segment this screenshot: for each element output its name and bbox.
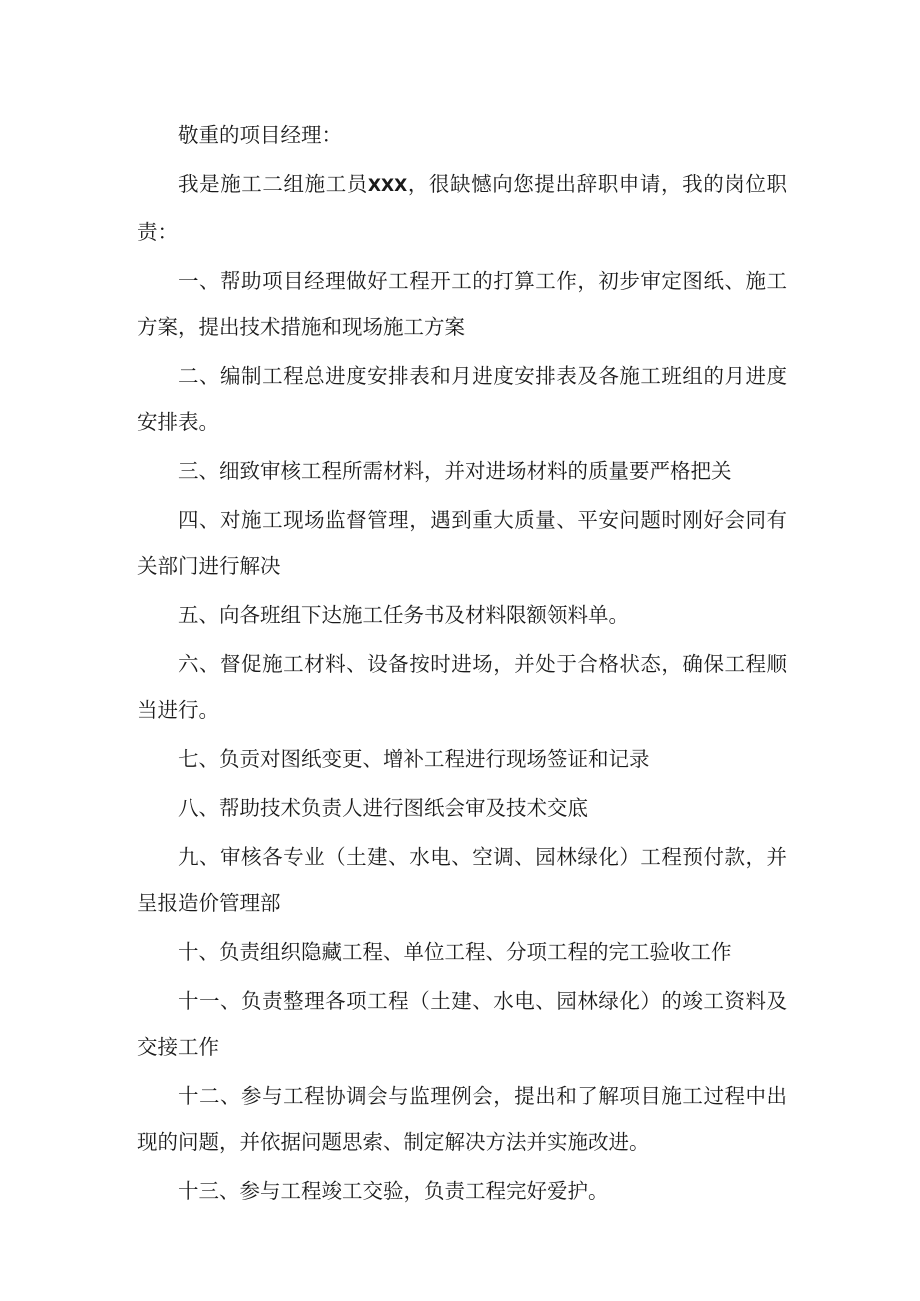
duty-item-2: 二、编制工程总进度安排表和月进度安排表及各施工班组的月进度安排表。 — [137, 364, 787, 434]
duty-item-9: 九、审核各专业（土建、水电、空调、园林绿化）工程预付款，并呈报造价管理部 — [137, 845, 787, 915]
duty-item-6: 六、督促施工材料、设备按时进场，并处于合格状态，确保工程顺当进行。 — [137, 652, 787, 722]
intro-text-before: 我是施工二组施工员 — [178, 172, 368, 196]
duty-item-12: 十二、参与工程协调会与监理例会，提出和了解项目施工过程中出现的问题，并依据问题思索、制定解决方法并实施改进。 — [137, 1084, 787, 1154]
duty-item-1: 一、帮助项目经理做好工程开工的打算工作，初步审定图纸、施工方案，提出技术措施和现场施工方案 — [137, 269, 787, 339]
duty-item-10: 十、负责组织隐藏工程、单位工程、分项工程的完工验收工作 — [178, 940, 732, 964]
duty-item-3: 三、细致审核工程所需材料，并对进场材料的质量要严格把关 — [178, 459, 732, 483]
salutation: 敬重的项目经理： — [178, 123, 342, 147]
duty-item-8: 八、帮助技术负责人进行图纸会审及技术交底 — [178, 796, 588, 820]
intro-text-after: ，很缺憾向您提出辞职申请，我的岗位职责： — [137, 172, 787, 244]
duty-item-13: 十三、参与工程竣工交验，负责工程完好爱护。 — [178, 1179, 609, 1203]
duty-item-7: 七、负贡对图纸变更、增补工程进行现场签证和记录 — [178, 747, 650, 771]
duty-item-5: 五、向各班组下达施工任务书及材料限额领料单。 — [178, 603, 629, 627]
letter-body — [137, 112, 787, 1217]
intro-paragraph — [137, 161, 787, 255]
duty-item-4: 四、对施工现场监督管理，遇到重大质量、平安问题时刚好会同有关部门进行解决 — [137, 508, 787, 578]
duty-item-11: 十一、负责整理各项工程（土建、水电、园林绿化）的竣工资料及交接工作 — [137, 989, 787, 1059]
employee-name: XXX — [367, 176, 408, 196]
